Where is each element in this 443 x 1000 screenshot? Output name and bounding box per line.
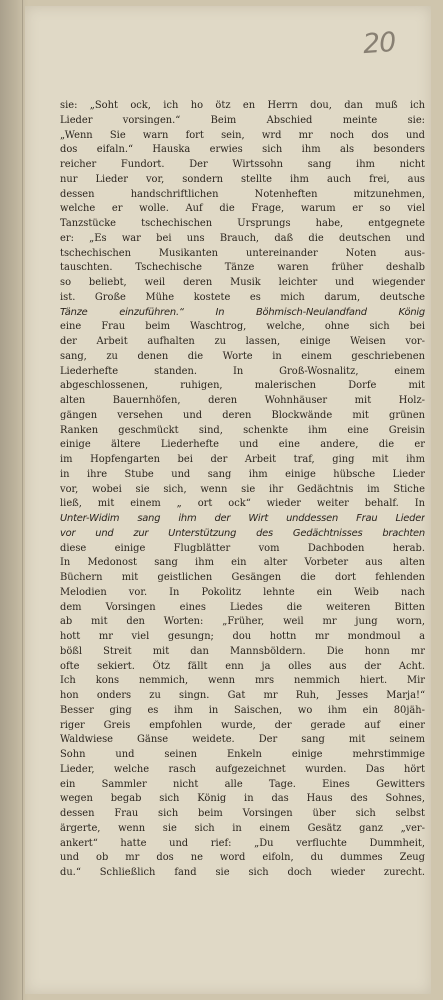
handwritten-page-number: 20	[361, 26, 397, 61]
text-line: tauschten. Tschechische Tänze waren früher deshalb	[60, 262, 425, 274]
text-line: hott mr viel gesungn; dou hottn mr mondmoul a	[60, 631, 425, 642]
text-line: ankert“ hatte und rief: „Du verfluchte Dummheit,	[60, 837, 425, 849]
text-line: Ich kons nemmich, wenn mrs nemmich hiert. Mir	[60, 675, 425, 687]
text-line: der Arbeit aufhalten zu lassen, einige Weisen vor-	[60, 336, 425, 347]
text-line: wegen begab sich König in das Haus des Sohnes,	[60, 793, 425, 805]
text-line: ärgerte, wenn sie sich in einem Gesätz ganz „ver-	[60, 822, 425, 834]
text-line: Liederhefte standen. In Groß-Wosnalitz, einem	[60, 365, 425, 377]
text-line: ab mit den Worten: „Früher, weil mr jung worn,	[60, 616, 425, 628]
text-line: welche er wolle. Auf die Frage, warum er so viel	[60, 203, 425, 215]
text-line: sang, zu denen die Worte in einem geschriebenen	[60, 350, 425, 362]
text-line: hon onders zu singn. Gat mr Ruh, Jesses Marja!“	[60, 690, 425, 701]
text-line: und ob mr dos ne word eifoln, du dummes Zeug	[60, 852, 425, 864]
text-line: dessen handschriftlichen Notenheften mitzunehmen,	[60, 188, 425, 200]
text-line: Melodien vor. In Pokolitz lehnte ein Weib nach	[60, 586, 425, 598]
text-line: vor, wobei sie sich, wenn sie ihr Gedächtnis im Stiche	[60, 483, 425, 495]
text-line: tschechischen Musikanten untereinander Noten aus-	[60, 247, 425, 259]
text-line: riger Greis empfohlen wurde, der gerade auf einer	[60, 719, 425, 731]
text-line: „Wenn Sie warn fort sein, wrd mr noch dos und	[60, 129, 425, 141]
text-line: In Medonost sang ihm ein alter Vorbeter aus alten	[60, 557, 425, 569]
text-line: Tanzstücke tschechischen Ursprungs habe, entgegnete	[60, 218, 425, 229]
text-line: vor und zur Unterstützung des Gedächtnisses brachten	[60, 527, 425, 539]
text-line: bößl Streit mit dan Mannsböldern. Die honn mr	[60, 645, 425, 657]
text-line: abgeschlossenen, ruhigen, malerischen Dorfe mit	[60, 380, 425, 392]
text-line: dessen Frau sich beim Vorsingen über sich selbst	[60, 808, 425, 819]
text-line: in ihre Stube und sang ihm einige hübsche Lieder	[60, 468, 425, 480]
document-page	[25, 6, 431, 994]
text-line: er: „Es war bei uns Brauch, daß die deutschen und	[60, 232, 425, 244]
text-line: ist. Große Mühe kostete es mich darum, deutsche	[60, 291, 425, 303]
text-line: sie: „Soht ock, ich ho ötz en Herrn dou, dan muß ich	[60, 100, 425, 111]
text-line: gängen versehen und deren Blockwände mit grünen	[60, 409, 425, 421]
text-line: dos eifaln.“ Hauska erwies sich ihm als besonders	[60, 144, 425, 156]
binding-shadow-line	[22, 0, 23, 1000]
text-line: eine Frau beim Waschtrog, welche, ohne sich bei	[60, 321, 425, 333]
text-line: Ranken geschmückt sind, schenkte ihm eine Greisin	[60, 424, 425, 436]
text-line: ließ, mit einem „ ort ock“ wieder weiter behalf. In	[60, 498, 425, 510]
text-line: alten Bauernhöfen, deren Wohnhäuser mit Holz-	[60, 395, 425, 406]
text-line: diese einige Flugblätter vom Dachboden herab.	[60, 542, 425, 554]
text-line: nur Lieder vor, sondern stellte ihm auch frei, aus	[60, 173, 425, 185]
text-line: Tänze einzuführen.“ In Böhmisch-Neulandfand König	[60, 306, 425, 318]
text-line: so beliebt, weil deren Musik leichter und wiegender	[60, 277, 425, 288]
text-line: dem Vorsingen eines Liedes die weiteren Bitten	[60, 601, 425, 613]
text-line: Lieder, welche rasch aufgezeichnet wurden. Das hört	[60, 763, 425, 775]
text-line: reicher Fundort. Der Wirtssohn sang ihm nicht	[60, 159, 425, 170]
scan-binding-edge	[0, 0, 28, 1000]
text-line: du.“ Schließlich fand sie sich doch wieder zurecht.	[60, 867, 425, 878]
text-line: ein Sammler nicht alle Tage. Eines Gewitters	[60, 778, 425, 790]
text-line: einige ältere Liederhefte und eine andere, die er	[60, 439, 425, 451]
text-line: ofte sekiert. Ötz fällt enn ja olles aus der Acht.	[60, 660, 425, 672]
text-line: Sohn und seinen Enkeln einige mehrstimmige	[60, 749, 425, 760]
text-line: Büchern mit geistlichen Gesängen die dort fehlenden	[60, 572, 425, 583]
text-line: Unter-Widim sang ihm der Wirt unddessen Frau Lieder	[60, 513, 425, 524]
body-paragraph	[60, 99, 425, 881]
text-line: Waldwiese Gänse weidete. Der sang mit seinem	[60, 734, 425, 746]
text-line: Besser ging es ihm in Saischen, wo ihm ein 80jäh-	[60, 704, 425, 716]
text-line: im Hopfengarten bei der Arbeit traf, ging mit ihm	[60, 454, 425, 465]
text-line: Lieder vorsingen.“ Beim Abschied meinte sie:	[60, 114, 425, 126]
